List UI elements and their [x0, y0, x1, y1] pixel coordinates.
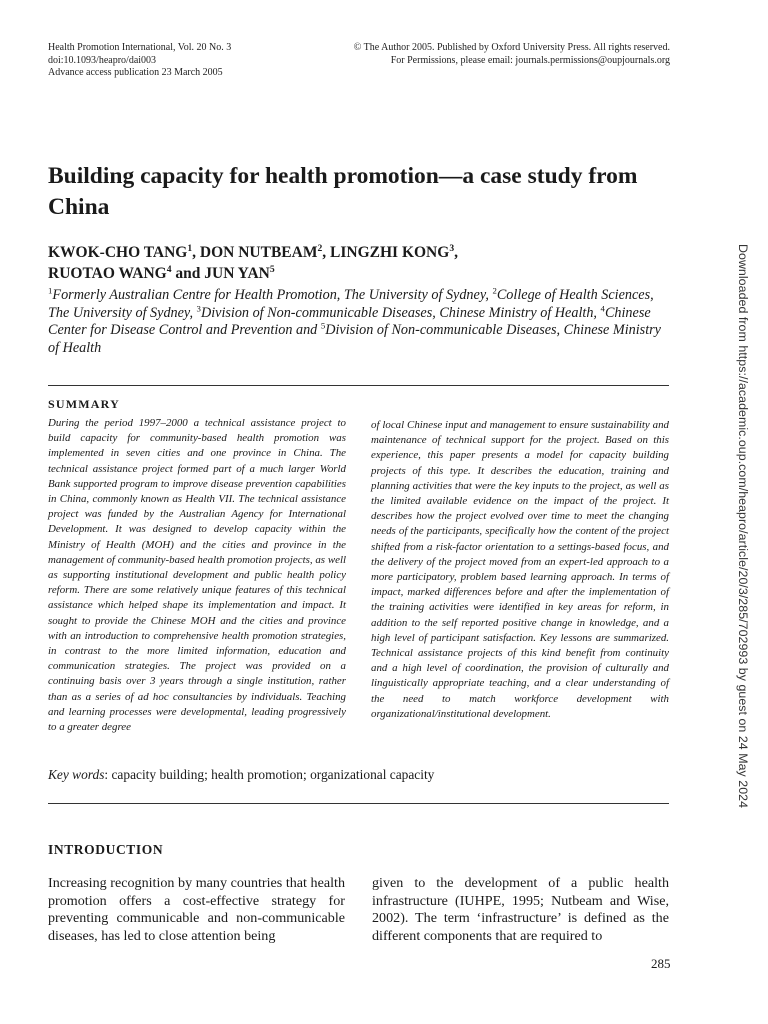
author-name: DON NUTBEAM — [199, 244, 318, 261]
affiliation-text: College of Health Sciences, The University of Sydney, — [48, 287, 654, 321]
summary-text-right: of local Chinese input and management to ensure sustainability and maintenance of technical support for the project. Based on this experience, this paper presents a model for capacity building projects of this type. It describes the education, training and planning activities that were the key inputs to the project, as well as the limited available evidence on the impact of the project. It describes how the project evolved over time to meet the changing needs of the participants, specifically how the content of the project shifted from a risk-factor orientation to a settings-based focus, and the delivery of the project moved from an expert-led approach to a more participatory, problem based learning approach. In terms of impact, marked differences before and after the implementation of the training activities were identified in key areas for reform, in addition to the self reported positive change in knowledge, and a high level of participant satisfaction. Key lessons are summarized. Technical assistance projects of this kind benefit from continuity and a high level of coordination, the provision of culturally and linguistically appropriate teaching, and a clear understanding of the need to match workforce development with organizational/institutional development. — [371, 419, 669, 720]
author-name: KWOK-CHO TANG — [48, 244, 188, 261]
summary-heading: SUMMARY — [48, 397, 120, 411]
section-divider — [48, 385, 669, 386]
download-watermark: Downloaded from https://academic.oup.com/heapro/article/20/3/285/702993 by guest on 24 May 2024 — [736, 244, 750, 809]
author-affiliation-marker: 1 — [187, 242, 193, 254]
affiliation-text: Division of Non-communicable Diseases, Chinese Ministry of Health, — [200, 304, 601, 321]
author-affiliation-marker: 3 — [449, 242, 455, 254]
journal-citation: Health Promotion International, Vol. 20 No. 3 — [48, 42, 232, 53]
author-list — [48, 242, 668, 284]
keywords-text: : capacity building; health promotion; organizational capacity — [104, 767, 435, 782]
author-name: RUOTAO WANG — [48, 265, 167, 282]
author-name: JUN YAN — [204, 265, 270, 282]
affiliation-text: Formerly Australian Centre for Health Promotion, The University of Sydney, — [52, 287, 493, 303]
author-name: LINGZHI KONG — [330, 244, 450, 261]
author-separator: , — [454, 244, 458, 261]
doi-text: doi:10.1093/heapro/dai003 — [48, 54, 157, 66]
author-affiliation-marker: 5 — [269, 263, 275, 275]
journal-header — [48, 42, 231, 80]
introduction-text-left: Increasing recognition by many countries that health promotion offers a cost-effective strategy for preventing communicable and non-communicable diseases, has led to close attention being — [48, 875, 345, 944]
affiliation-marker: 3 — [196, 302, 201, 313]
affiliation-text: Chinese Center for Disease Control and Prevention and — [48, 304, 651, 339]
advance-access-text: Advance access publication 23 March 2005 — [48, 67, 223, 78]
affiliation-marker: 4 — [600, 302, 605, 313]
keywords — [48, 767, 434, 783]
affiliation-marker: 2 — [492, 285, 497, 296]
article-title: Building capacity for health promotion—a case study from China — [48, 163, 638, 220]
author-separator: , — [192, 244, 200, 261]
author-separator: , — [322, 244, 331, 261]
introduction-heading: INTRODUCTION — [48, 842, 164, 857]
copyright-text: © The Author 2005. Published by Oxford University Press. All rights reserved. — [353, 42, 670, 53]
copyright-notice — [354, 42, 670, 67]
affiliation-text: Division of Non-communicable Diseases, Chinese Ministry of Health — [48, 322, 661, 356]
section-divider — [48, 803, 669, 804]
author-affiliation-marker: 2 — [317, 242, 323, 254]
permissions-text: For Permissions, please email: journals.permissions@oupjournals.org — [390, 54, 670, 66]
keywords-label: Key words — [48, 767, 105, 782]
author-affiliation-marker: 4 — [166, 263, 172, 275]
affiliations — [48, 287, 670, 357]
summary-text-left: During the period 1997–2000 a technical assistance project to build capacity for community-based health promotion was implemented in seven cities and one province in China. The technical assistance project formed part of a much larger World Bank supported program to improve disease prevention capabilities in China, commonly known as Health VII. The technical assistance project was funded by the Australian Agency for International Development. It was designed to develop capacity within the Ministry of Health (MOH) and the cities and province in the management of community-based health promotion projects, as well as supporting institutional development and public health policy reform. There are some relatively unique features of this technical assistance which helped shape its implementation and impact. It sought to provide the Chinese MOH and the cities and province with an introduction to comprehensive health promotion strategies, in contrast to the more limited information, education and communication strategies. The project was provided on a continuing basis over 3 years through a single institution, rather than as a series of ad hoc consultancies by individuals. Teaching and learning processes were developmental, leading progressively to a greater degree — [48, 417, 346, 734]
author-separator: and — [171, 265, 205, 282]
affiliation-marker: 1 — [48, 285, 53, 296]
affiliation-marker: 5 — [320, 320, 326, 331]
introduction-text-right: given to the development of a public health infrastructure (IUHPE, 1995; Nutbeam and Wise, 2002). The term ‘infrastructure’ is defined as the different components that are required to — [372, 875, 669, 944]
page-number: 285 — [651, 956, 671, 971]
